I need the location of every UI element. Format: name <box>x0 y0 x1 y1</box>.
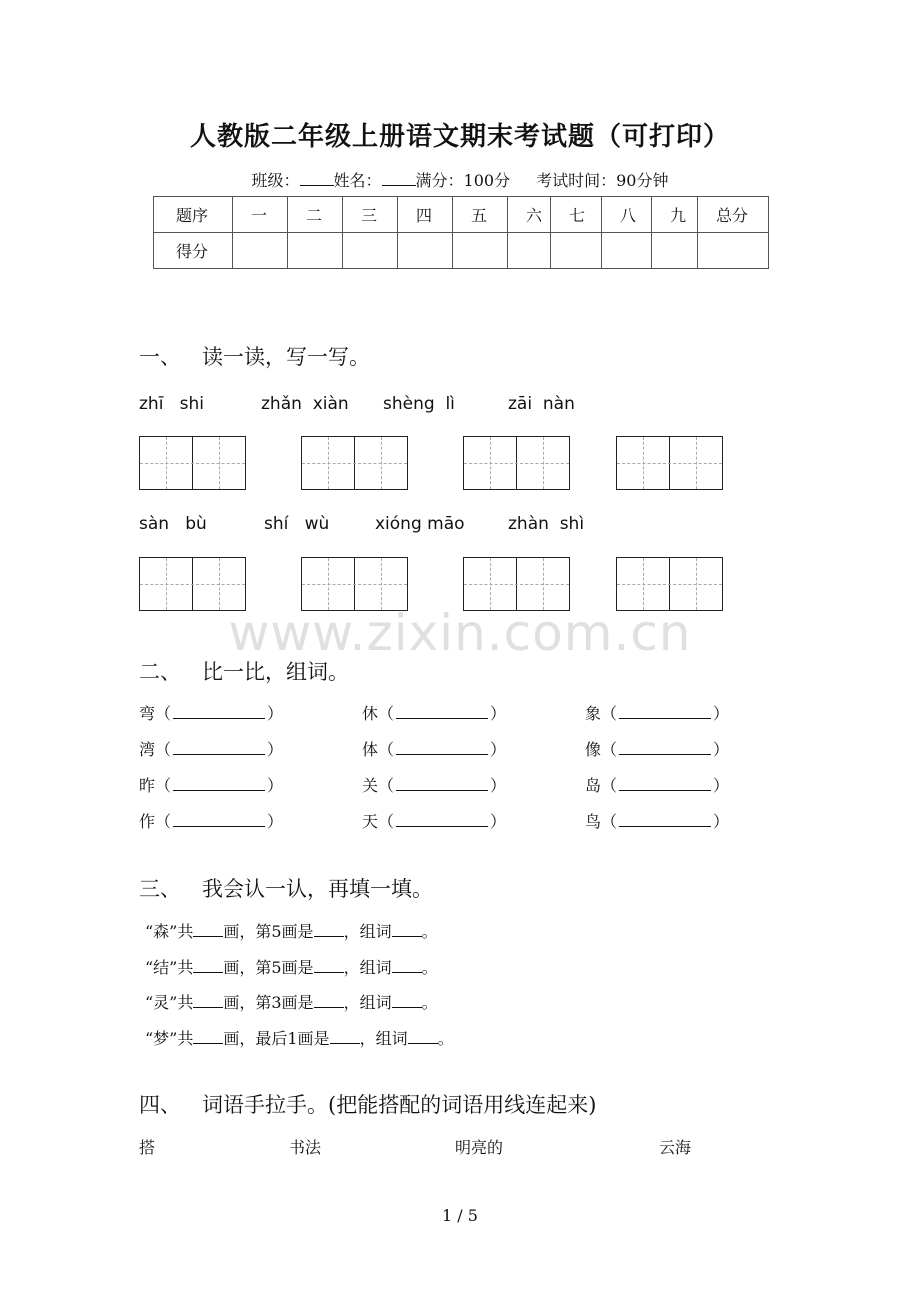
score-cell[interactable] <box>551 233 602 269</box>
score-cell[interactable] <box>288 233 343 269</box>
answer-blank[interactable] <box>408 1030 438 1044</box>
match-word[interactable]: 搭 <box>139 1138 156 1157</box>
score-row <box>154 233 769 269</box>
match-word[interactable]: 云海 <box>659 1138 692 1157</box>
header-cell: 五 <box>453 197 508 233</box>
compare-item: 湾（ ） <box>139 740 284 759</box>
header-cell: 二 <box>288 197 343 233</box>
writing-grid[interactable] <box>616 557 723 611</box>
writing-grid[interactable] <box>301 436 408 490</box>
class-label: 班级： <box>251 171 300 190</box>
header-cell: 七 <box>551 197 602 233</box>
score-cell[interactable] <box>398 233 453 269</box>
compare-item: 象（ ） <box>585 704 730 723</box>
header-cell: 一 <box>233 197 288 233</box>
fill-line: “梦”共 画，最后1画是 ，组词 。 <box>145 1029 454 1048</box>
exam-time: 考试时间：90分钟 <box>536 171 669 190</box>
header-cell: 题序 <box>154 197 233 233</box>
score-cell[interactable] <box>652 233 698 269</box>
compare-item: 像（ ） <box>585 740 730 759</box>
answer-blank[interactable] <box>392 959 422 973</box>
name-label: 姓名： <box>333 171 382 190</box>
score-row-label: 得分 <box>154 233 233 269</box>
fill-line: “灵”共 画，第3画是 ，组词 。 <box>145 993 438 1012</box>
pinyin: zhī shi <box>139 394 204 414</box>
class-blank[interactable] <box>300 171 334 186</box>
score-cell[interactable] <box>343 233 398 269</box>
pinyin: zhǎn xiàn <box>261 394 349 414</box>
compare-item: 天（ ） <box>362 812 507 831</box>
answer-blank[interactable] <box>173 704 265 719</box>
section-2-heading: 二、 比一比，组词。 <box>139 660 349 684</box>
header-cell: 四 <box>398 197 453 233</box>
writing-grid[interactable] <box>616 436 723 490</box>
compare-item: 昨（ ） <box>139 776 284 795</box>
header-cell: 总分 <box>698 197 769 233</box>
answer-blank[interactable] <box>392 994 422 1008</box>
answer-blank[interactable] <box>330 1030 360 1044</box>
answer-blank[interactable] <box>396 740 488 755</box>
answer-blank[interactable] <box>619 776 711 791</box>
score-cell[interactable] <box>508 233 551 269</box>
answer-blank[interactable] <box>396 812 488 827</box>
answer-blank[interactable] <box>193 994 223 1008</box>
page-number: 1 / 5 <box>442 1206 478 1225</box>
pinyin: shèng lì <box>383 394 455 414</box>
pinyin: zāi nàn <box>508 394 575 414</box>
header-cell: 八 <box>602 197 652 233</box>
header-cell: 三 <box>343 197 398 233</box>
fill-line: “结”共 画，第5画是 ，组词 。 <box>145 958 438 977</box>
writing-grid[interactable] <box>139 436 246 490</box>
score-table <box>153 196 769 269</box>
compare-item: 关（ ） <box>362 776 507 795</box>
answer-blank[interactable] <box>314 959 344 973</box>
answer-blank[interactable] <box>193 923 223 937</box>
writing-grid[interactable] <box>139 557 246 611</box>
pinyin: xióng māo <box>375 514 465 534</box>
answer-blank[interactable] <box>314 994 344 1008</box>
compare-item: 体（ ） <box>362 740 507 759</box>
header-cell: 九 <box>652 197 698 233</box>
answer-blank[interactable] <box>396 704 488 719</box>
watermark: www.zixin.com.cn <box>228 604 692 662</box>
pinyin: shí wù <box>264 514 330 534</box>
answer-blank[interactable] <box>173 740 265 755</box>
writing-grid[interactable] <box>463 557 570 611</box>
compare-item: 休（ ） <box>362 704 507 723</box>
score-cell[interactable] <box>453 233 508 269</box>
header-cell: 六 <box>508 197 551 233</box>
answer-blank[interactable] <box>619 812 711 827</box>
compare-item: 作（ ） <box>139 812 284 831</box>
section-1-heading: 一、 读一读，写一写。 <box>139 345 370 369</box>
writing-grid[interactable] <box>463 436 570 490</box>
full-score: 满分：100分 <box>415 171 511 190</box>
fill-line: “森”共 画，第5画是 ，组词 。 <box>145 922 438 941</box>
score-cell[interactable] <box>698 233 769 269</box>
answer-blank[interactable] <box>193 1030 223 1044</box>
answer-blank[interactable] <box>396 776 488 791</box>
compare-item: 弯（ ） <box>139 704 284 723</box>
answer-blank[interactable] <box>619 704 711 719</box>
pinyin: sàn bù <box>139 514 207 534</box>
score-header-row <box>154 197 769 233</box>
match-word[interactable]: 明亮的 <box>455 1138 504 1157</box>
match-word[interactable]: 书法 <box>289 1138 322 1157</box>
answer-blank[interactable] <box>173 776 265 791</box>
answer-blank[interactable] <box>619 740 711 755</box>
score-cell[interactable] <box>602 233 652 269</box>
compare-item: 岛（ ） <box>585 776 730 795</box>
score-cell[interactable] <box>233 233 288 269</box>
section-4-heading: 四、 词语手拉手。(把能搭配的词语用线连起来) <box>139 1093 597 1117</box>
answer-blank[interactable] <box>193 959 223 973</box>
section-3-heading: 三、 我会认一认，再填一填。 <box>139 877 433 901</box>
answer-blank[interactable] <box>173 812 265 827</box>
name-blank[interactable] <box>382 171 416 186</box>
answer-blank[interactable] <box>392 923 422 937</box>
answer-blank[interactable] <box>314 923 344 937</box>
writing-grid[interactable] <box>301 557 408 611</box>
page-title: 人教版二年级上册语文期末考试题（可打印） <box>189 122 730 152</box>
compare-item: 鸟（ ） <box>585 812 730 831</box>
pinyin: zhàn shì <box>508 514 585 534</box>
exam-meta <box>0 168 920 191</box>
